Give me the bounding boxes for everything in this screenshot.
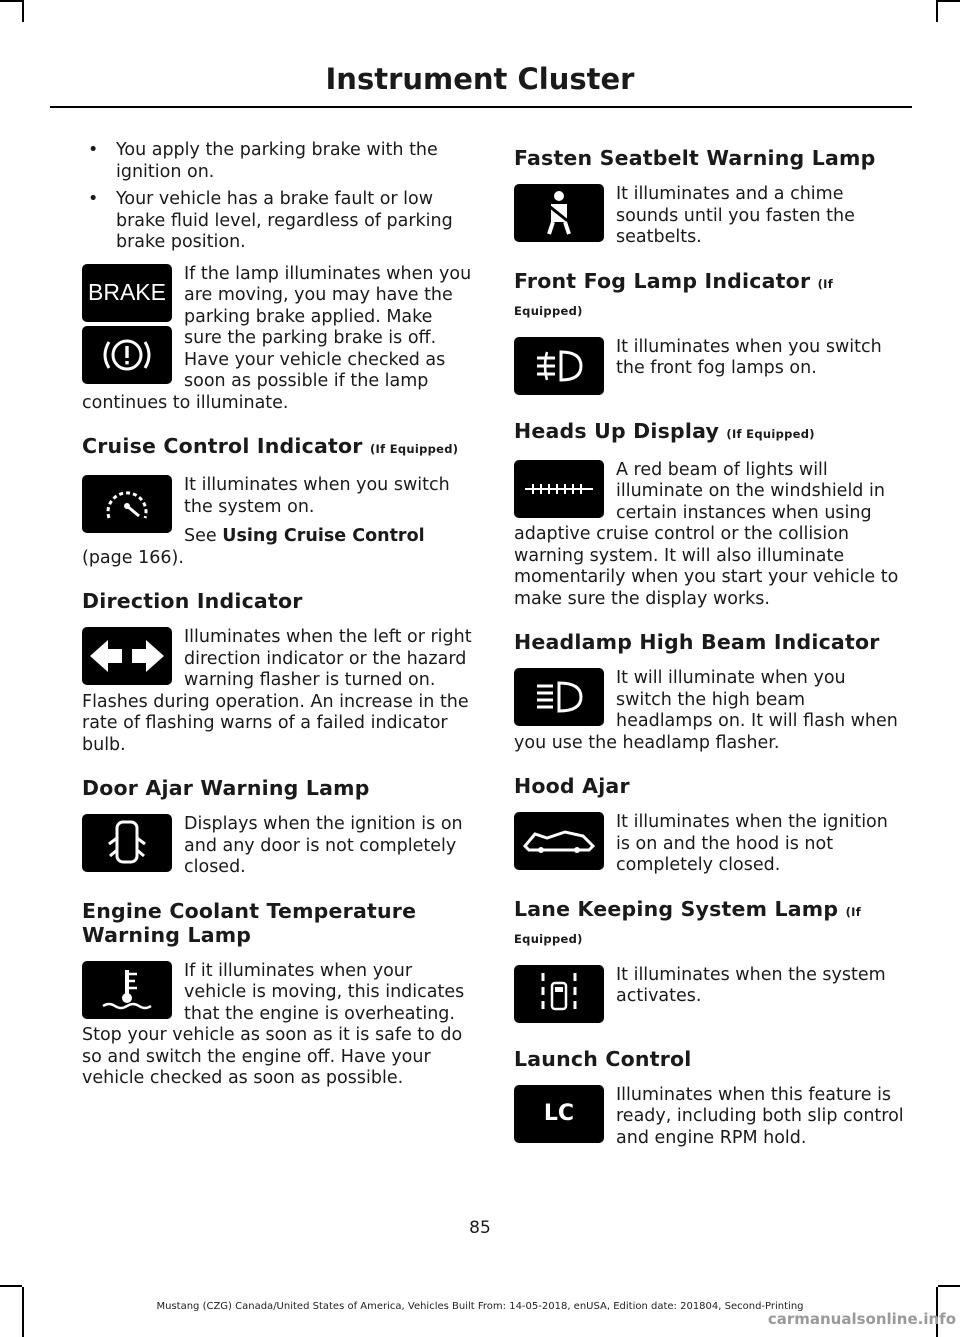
brake-text-icon: [82, 264, 172, 322]
section-heading: Launch Control: [514, 1046, 692, 1071]
crop-mark: [0, 1285, 22, 1287]
direction-description: Illuminates when the left or right direction indicator or the hazard warning flasher is turned on. Flashes during operation. An increase in the rate of flashing warns of a failed indicator bulb.: [82, 627, 472, 755]
door-section: [82, 776, 474, 879]
lane-section: [514, 897, 906, 1027]
list-item: • You apply the parking brake with the ignition on.: [88, 140, 438, 182]
section-heading: Hood Ajar: [514, 774, 630, 798]
header-divider: [50, 106, 912, 108]
brake-warning-icon: [82, 326, 172, 384]
launch-description: Illuminates when this feature is ready, including both slip control and engine RPM hold.: [616, 1084, 904, 1148]
brake-description: If the lamp illuminates when you are moving, you may have the parking brake applied. Make sure the parking brake is off. Have your vehicle checked as soon as possible if the lamp continues to illuminate.: [82, 263, 472, 413]
brake-lamps: [82, 264, 172, 388]
coolant-description: If it illuminates when your vehicle is moving, this indicates that the engine is overheating. Stop your vehicle as soon as it is safe to do so and switch the engine off. Have your vehicle checked as soon as possible.: [82, 960, 465, 1088]
section-heading: Cruise Control Indicator (If Equipped): [82, 434, 459, 458]
hood-ajar-icon: [514, 812, 604, 870]
coolant-temperature-icon: [82, 961, 172, 1019]
bullet-text: Your vehicle has a brake fault or low brake fluid level, regardless of parking brake position.: [116, 189, 453, 252]
door-ajar-icon: [82, 814, 172, 872]
highbeam-section: [514, 630, 906, 754]
right-column: [514, 140, 906, 1149]
hud-section: [514, 419, 906, 611]
heads-up-display-icon: [514, 460, 604, 518]
section-heading: Door Ajar Warning Lamp: [82, 776, 370, 800]
hud-description: A red beam of lights will illuminate on the windshield in certain instances when using adaptive cruise control or the collision warning system. It will also illuminate momentarily when you start your vehicle to make sure the display works.: [514, 459, 899, 609]
watermark: carmanualsonline.info: [767, 1310, 956, 1328]
crop-mark: [936, 0, 938, 22]
seatbelt-description: It illuminates and a chime sounds until you fasten the seatbelts.: [616, 184, 855, 247]
section-heading: Lane Keeping System Lamp (If Equipped): [514, 896, 862, 946]
page-number: 85: [469, 1218, 491, 1238]
section-heading: Fasten Seatbelt Warning Lamp: [514, 146, 876, 170]
launch-section: [514, 1047, 906, 1150]
list-item: • Your vehicle has a brake fault or low brake fluid level, regardless of parking brake position.: [88, 189, 453, 252]
launch-lamp-label: LC: [543, 1101, 575, 1126]
door-description: Displays when the ignition is on and any door is not completely closed.: [184, 814, 463, 877]
highbeam-description: It will illuminate when you switch the high beam headlamps on. It will flash when you use the headlamp flasher.: [514, 668, 898, 753]
crop-mark: [938, 1285, 960, 1287]
hood-section: [514, 774, 906, 877]
fog-section: [514, 269, 906, 399]
coolant-section: [82, 899, 474, 1090]
cross-reference-link[interactable]: Using Cruise Control: [222, 526, 425, 546]
crop-mark: [938, 0, 960, 2]
front-fog-lamp-icon: [514, 337, 604, 395]
section-heading: Heads Up Display (If Equipped): [514, 418, 815, 443]
section-heading: Front Fog Lamp Indicator (If Equipped): [514, 268, 834, 318]
lane-keeping-icon: [514, 965, 604, 1023]
direction-section: [82, 589, 474, 756]
bullet-text: You apply the parking brake with the ignition on.: [116, 140, 438, 182]
lane-description: It illuminates when the system activates.: [616, 964, 886, 1006]
crop-mark: [22, 0, 24, 22]
cruise-section: [82, 434, 474, 569]
direction-arrows-icon: [82, 627, 172, 685]
seatbelt-section: [514, 146, 906, 249]
high-beam-icon: [514, 668, 604, 726]
section-heading: Direction Indicator: [82, 589, 303, 613]
seatbelt-icon: [514, 184, 604, 242]
cruise-reference: See Using Cruise Control (page 166).: [82, 526, 425, 568]
left-column: [82, 140, 474, 1090]
section-heading: Headlamp High Beam Indicator: [514, 630, 880, 654]
cruise-control-icon: [82, 475, 172, 533]
section-heading: Engine Coolant Temperature Warning Lamp: [82, 898, 417, 947]
hood-description: It illuminates when the ignition is on and the hood is not completely closed.: [616, 812, 888, 875]
brake-lamp-label: BRAKE: [88, 279, 166, 305]
page-title: Instrument Cluster: [325, 62, 635, 96]
cruise-description: It illuminates when you switch the system on.: [184, 475, 450, 517]
edition-footer: Mustang (CZG) Canada/United States of America, Vehicles Built From: 14-05-2018, enUSA, Edition date: 201804, Second-Printing: [156, 1301, 804, 1312]
fog-description: It illuminates when you switch the front fog lamps on.: [616, 336, 882, 378]
crop-mark: [22, 1287, 24, 1337]
launch-control-icon: [514, 1085, 604, 1143]
brake-section: [82, 264, 474, 415]
crop-mark: [0, 0, 22, 2]
